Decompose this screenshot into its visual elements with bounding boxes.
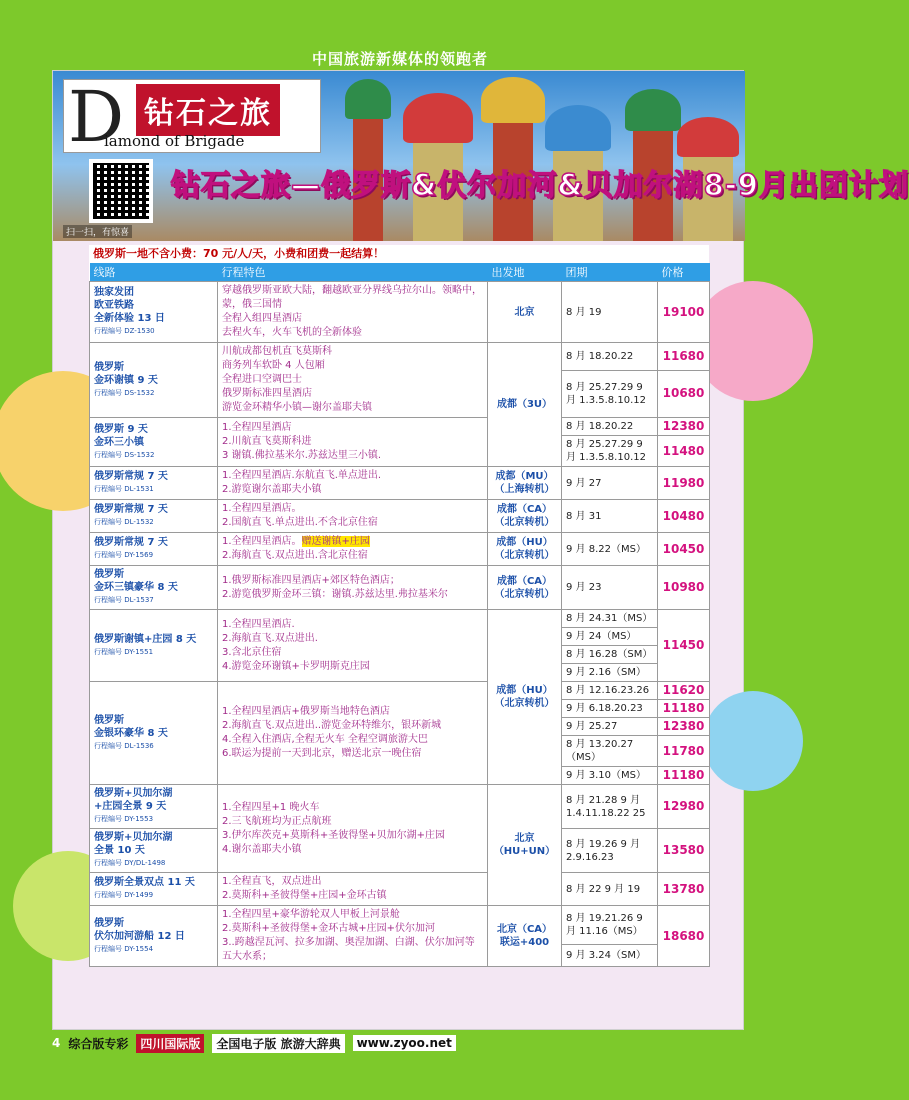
- route-name-line: 全景 10 天: [94, 845, 145, 856]
- price-cell: 11780: [658, 736, 710, 767]
- highlight-badge: 赠送谢镇+庄园: [301, 536, 370, 547]
- date-cell: 8 月 22 9 月 19: [562, 873, 658, 906]
- feature-line: 2.游览俄罗斯金环三镇：谢镇.苏兹达里.弗拉基米尔: [222, 588, 448, 600]
- departure-line: （北京转机）: [494, 517, 555, 528]
- header-departure: 出发地: [488, 263, 562, 282]
- date-cell: 8 月 12.16.23.26: [562, 682, 658, 700]
- route-name-line: 独家发团: [94, 287, 134, 298]
- features-cell: [218, 282, 488, 343]
- features-cell: [218, 343, 488, 418]
- features-cell: [218, 682, 488, 785]
- decor-circle: [703, 691, 803, 791]
- feature-line: 1.全程四星+1 晚火车: [222, 801, 320, 813]
- date-cell: 8 月 24.31（MS）: [562, 610, 658, 628]
- departure-line: 联运+400: [499, 937, 550, 948]
- price-cell: 19100: [658, 282, 710, 343]
- features-cell: [218, 610, 488, 682]
- route-name-line: 金环三小镇: [94, 436, 144, 448]
- route-code: 行程编号 DY-1499: [94, 891, 154, 899]
- date-cell: 8 月 25.27.29 9 月 1.3.5.8.10.12: [562, 436, 658, 467]
- route-name-line: 俄罗斯: [94, 569, 124, 580]
- route-name-line: 俄罗斯常规 7 天: [94, 504, 168, 515]
- route-name-line: 伏尔加河游船 12 日: [94, 930, 185, 942]
- feature-line: 3..跨越涅瓦河、拉多加湖、奥涅加湖、白湖、伏尔加河等五大水系；: [222, 937, 475, 962]
- main-frame: [52, 70, 909, 1030]
- date-cell: 8 月 19.21.26 9 月 11.16（MS）: [562, 906, 658, 945]
- price-cell: 11980: [658, 467, 710, 500]
- route-cell: [90, 418, 218, 467]
- feature-line: 2.三飞航班均为正点航班: [222, 815, 332, 827]
- route-cell: [90, 785, 218, 829]
- features-cell: [218, 467, 488, 500]
- table-row: [90, 906, 710, 945]
- date-cell: 9 月 6.18.20.23: [562, 700, 658, 718]
- route-cell: [90, 343, 218, 418]
- table-row: [90, 343, 710, 371]
- dome-shape: [481, 77, 545, 123]
- feature-line: 4.谢尔盖耶夫小镇: [222, 843, 302, 855]
- departure-line: 成都（HU）: [496, 537, 553, 548]
- feature-line: 3 谢镇.佛拉基米尔.苏兹达里三小镇.: [222, 450, 382, 461]
- table-row: [90, 467, 710, 500]
- date-cell: 8 月 16.28（SM）: [562, 646, 658, 664]
- feature-line: 3.伊尔库茨克+莫斯科+圣彼得堡+贝加尔湖+庄园: [222, 829, 446, 841]
- feature-line: 2.川航直飞莫斯科进: [222, 436, 312, 447]
- price-cell: 11620: [658, 682, 710, 700]
- route-code: 行程编号 DY/DL-1498: [94, 859, 166, 867]
- date-cell: 9 月 23: [562, 566, 658, 610]
- date-cell: 9 月 3.24（SM）: [562, 944, 658, 966]
- date-cell: 9 月 3.10（MS）: [562, 767, 658, 785]
- date-cell: 8 月 18.20.22: [562, 418, 658, 436]
- date-cell: 8 月 19.26 9 月 2.9.16.23: [562, 829, 658, 873]
- qr-caption: 扫一扫，有惊喜: [63, 225, 132, 238]
- footer-edition: 四川国际版: [136, 1034, 204, 1053]
- dome-shape: [403, 93, 473, 143]
- route-cell: [90, 500, 218, 533]
- table-row: [90, 418, 710, 436]
- departure-cell: [488, 533, 562, 566]
- price-cell: 11480: [658, 436, 710, 467]
- features-cell: [218, 785, 488, 873]
- feature-line: 2.海航直飞.双点进出.: [222, 632, 318, 644]
- feature-line: 2.莫斯科+圣彼得堡+庄园+金环古镇: [222, 890, 387, 901]
- route-name-line: 俄罗斯: [94, 917, 124, 929]
- feature-line: 1.全程四星酒店+俄罗斯当地特色酒店: [222, 706, 390, 717]
- route-cell: [90, 282, 218, 343]
- date-cell: 8 月 13.20.27 （MS）: [562, 736, 658, 767]
- brand-logo: [63, 76, 321, 158]
- feature-line: 穿越俄罗斯亚欧大陆，翻越欧亚分界线乌拉尔山。领略中，蒙，俄三国情: [222, 285, 482, 310]
- feature-line-with-highlight: [222, 535, 483, 549]
- price-cell: 11680: [658, 343, 710, 371]
- route-code: 行程编号 DZ-1530: [94, 327, 155, 335]
- departure-line: 成都（MU）: [495, 471, 554, 482]
- dome-shape: [545, 105, 611, 151]
- table-row: [90, 500, 710, 533]
- price-cell: 10450: [658, 533, 710, 566]
- feature-line: 3.含北京住宿: [222, 646, 282, 658]
- route-code: 行程编号 DY-1569: [94, 551, 154, 559]
- route-name-line: 金银环豪华 8 天: [94, 727, 168, 739]
- feature-line: 2.游览谢尔盖耶夫小镇: [222, 484, 322, 495]
- route-name-line: 俄罗斯: [94, 361, 124, 373]
- features-cell: [218, 418, 488, 467]
- footer-label: 全国电子版 旅游大辞典: [212, 1034, 344, 1053]
- dome-shape: [677, 117, 739, 157]
- banner-title: 钻石之旅—俄罗斯&伏尔加河&贝加尔湖8-9月出团计划: [171, 168, 909, 202]
- price-cell: 13780: [658, 873, 710, 906]
- feature-line: 1.全程直飞，双点进出: [222, 876, 322, 887]
- table-row: [90, 282, 710, 343]
- date-cell: 9 月 27: [562, 467, 658, 500]
- route-cell: [90, 566, 218, 610]
- departure-line: 成都（CA）: [496, 504, 553, 515]
- features-cell: [218, 500, 488, 533]
- departure-cell: [488, 906, 562, 967]
- price-cell: 11450: [658, 610, 710, 682]
- departure-line: 成都（3U）: [496, 399, 553, 410]
- route-cell: [90, 533, 218, 566]
- date-cell: 8 月 21.28 9 月 1.4.11.18.22 25: [562, 785, 658, 829]
- header-route: 线路: [90, 263, 218, 282]
- header-dates: 团期: [562, 263, 658, 282]
- footer-url[interactable]: www.zyoo.net: [353, 1035, 456, 1051]
- departure-cell: [488, 282, 562, 343]
- route-name-line: 俄罗斯+贝加尔湖: [94, 832, 173, 843]
- departure-cell: [488, 566, 562, 610]
- route-name-line: 全新体验 13 日: [94, 313, 165, 324]
- table-row: [90, 610, 710, 628]
- date-cell: 8 月 31: [562, 500, 658, 533]
- header-features: 行程特色: [218, 263, 488, 282]
- route-code: 行程编号 DS-1532: [94, 450, 155, 459]
- feature-line: 游览金环精华小镇—谢尔盖耶夫镇: [222, 402, 372, 413]
- price-cell: 18680: [658, 906, 710, 967]
- feature-line: 2.海航直飞.双点进出.含北京住宿: [222, 550, 368, 561]
- route-cell: [90, 610, 218, 682]
- feature-line: 全程进口空调巴士: [222, 374, 302, 385]
- route-name-line: 欧亚铁路: [94, 300, 134, 311]
- tip-notice: 俄罗斯一地不含小费：70 元/人/天，小费和团费一起结算！: [89, 245, 709, 263]
- departure-line: （北京转机）: [494, 698, 555, 709]
- route-cell: [90, 829, 218, 873]
- route-name-line: 俄罗斯常规 7 天: [94, 537, 168, 548]
- feature-line: 1.全程四星酒店。: [222, 503, 302, 514]
- features-cell: [218, 566, 488, 610]
- route-name-line: 俄罗斯全景双点 11 天: [94, 877, 195, 888]
- price-cell: 12980: [658, 785, 710, 829]
- feature-line: 1.俄罗斯标准四星酒店+郊区特色酒店；: [222, 574, 400, 586]
- slogan: 中国旅游新媒体的领跑者: [311, 50, 488, 68]
- date-cell: 9 月 24（MS）: [562, 628, 658, 646]
- feature-line: 商务列车软卧 4 人包厢: [222, 360, 325, 371]
- price-cell: 13580: [658, 829, 710, 873]
- price-cell: 11180: [658, 700, 710, 718]
- route-cell: [90, 906, 218, 967]
- departure-line: 成都（CA）: [496, 575, 553, 587]
- price-cell: 10480: [658, 500, 710, 533]
- departure-cell: [488, 500, 562, 533]
- feature-line: 全程入组四星酒店: [222, 313, 302, 324]
- route-name-line: +庄园全景 9 天: [94, 801, 167, 812]
- route-code: 行程编号 DL-1532: [94, 518, 154, 526]
- feature-line: 1.全程四星+豪华游轮双人甲板上河景舱: [222, 909, 400, 920]
- route-cell: [90, 467, 218, 500]
- tour-schedule-table: [89, 263, 710, 967]
- departure-cell: [488, 343, 562, 467]
- feature-line: 川航成都包机直飞莫斯科: [222, 346, 332, 357]
- departure-line: （北京转机）: [494, 550, 555, 561]
- feature-line: 4.全程入住酒店,全程无火车 全程空调旅游大巴: [222, 734, 428, 745]
- table-header-row: [90, 263, 710, 282]
- page-number: 4: [52, 1036, 61, 1050]
- decor-circle: [693, 281, 813, 401]
- route-name-line: 俄罗斯常规 7 天: [94, 471, 168, 482]
- feature-line: 4.游览金环谢镇+卡罗明斯克庄园: [222, 660, 370, 672]
- feature-line: 1.全程四星酒店.: [222, 618, 295, 630]
- route-name-line: 俄罗斯: [94, 714, 124, 726]
- departure-line: 成都（HU）: [496, 685, 553, 696]
- feature-line: 俄罗斯标准四星酒店: [222, 388, 312, 399]
- feature-line: 2.莫斯科+圣彼得堡+金环古城+庄园+伏尔加河: [222, 923, 436, 934]
- logo-letter: D: [68, 76, 125, 158]
- route-code: 行程编号 DY-1554: [94, 944, 154, 953]
- feature-text: 1.全程四星酒店。: [222, 536, 302, 547]
- departure-line: （北京转机）: [494, 588, 555, 600]
- route-cell: [90, 682, 218, 785]
- price-cell: 11180: [658, 767, 710, 785]
- departure-line: 北京（HU+UN）: [493, 833, 556, 857]
- price-cell: 12380: [658, 418, 710, 436]
- price-cell: 10680: [658, 370, 710, 417]
- route-code: 行程编号 DL-1531: [94, 485, 154, 493]
- departure-line: （上海转机）: [494, 484, 555, 495]
- route-name-line: 金环三镇豪华 8 天: [94, 582, 178, 593]
- table-row: [90, 785, 710, 829]
- table-row: [90, 682, 710, 700]
- feature-line: 6.联运为提前一天到北京，赠送北京一晚住宿: [222, 748, 422, 759]
- logo-english: iamond of Brigade: [104, 132, 245, 150]
- departure-cell: [488, 467, 562, 500]
- route-name-line: 金环谢镇 9 天: [94, 374, 158, 386]
- footer: [52, 1032, 744, 1054]
- feature-line: 去程火车，火车飞机的全新体验: [222, 327, 362, 338]
- departure-line: 北京（CA）: [496, 924, 553, 935]
- features-cell: [218, 906, 488, 967]
- table-row: [90, 566, 710, 610]
- date-cell: 8 月 25.27.29 9 月 1.3.5.8.10.12: [562, 370, 658, 417]
- date-cell: 8 月 18.20.22: [562, 343, 658, 371]
- date-cell: 9 月 8.22（MS）: [562, 533, 658, 566]
- route-name-line: 俄罗斯谢镇+庄园 8 天: [94, 633, 197, 645]
- route-cell: [90, 873, 218, 906]
- dome-shape: [625, 89, 681, 131]
- date-cell: 9 月 25.27: [562, 718, 658, 736]
- features-cell: [218, 873, 488, 906]
- feature-line: 2.国航直飞.单点进出.不含北京住宿: [222, 517, 378, 528]
- route-name-line: 俄罗斯 9 天: [94, 423, 148, 435]
- departure-cell: [488, 785, 562, 906]
- route-code: 行程编号 DY-1553: [94, 815, 154, 823]
- route-code: 行程编号 DY-1551: [94, 647, 154, 656]
- footer-section: 综合版专彩: [68, 1036, 129, 1051]
- route-code: 行程编号 DS-1532: [94, 388, 155, 397]
- feature-line: 1.全程四星酒店.东航直飞.单点进出.: [222, 470, 382, 481]
- price-cell: 12380: [658, 718, 710, 736]
- header-price: 价格: [658, 263, 710, 282]
- date-cell: 8 月 19: [562, 282, 658, 343]
- qr-code[interactable]: [89, 159, 153, 223]
- logo-chinese: 钻石之旅: [136, 84, 280, 136]
- features-cell: [218, 533, 488, 566]
- banner: [53, 71, 909, 241]
- table-row: [90, 533, 710, 566]
- route-code: 行程编号 DL-1536: [94, 741, 154, 750]
- route-name-line: 俄罗斯+贝加尔湖: [94, 788, 173, 799]
- price-cell: 10980: [658, 566, 710, 610]
- route-code: 行程编号 DL-1537: [94, 596, 154, 604]
- dome-shape: [345, 79, 391, 119]
- table-row: [90, 873, 710, 906]
- departure-line: 北京: [514, 306, 535, 318]
- departure-cell: [488, 610, 562, 785]
- date-cell: 9 月 2.16（SM）: [562, 664, 658, 682]
- feature-line: 1.全程四星酒店: [222, 422, 292, 433]
- feature-line: 2.海航直飞.双点进出..游览金环特维尔，银环新城: [222, 720, 442, 731]
